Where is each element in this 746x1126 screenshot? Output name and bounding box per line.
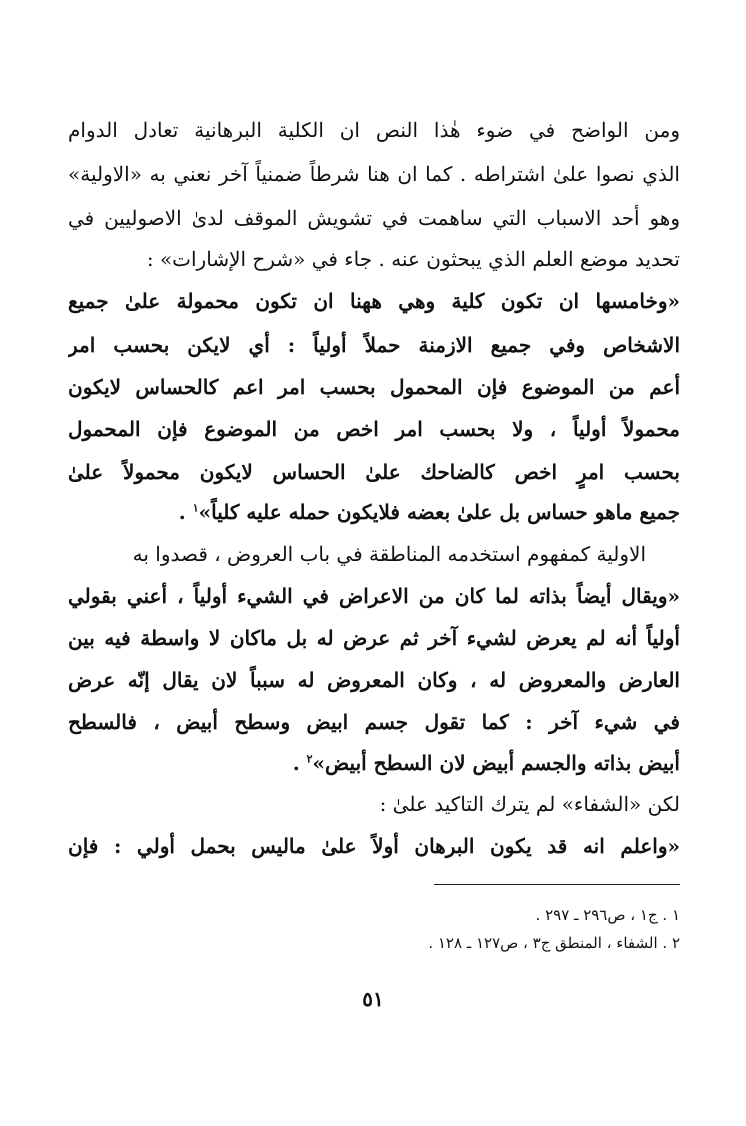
quote1-line-6-end: . [178,500,193,524]
footnote-2: ٢ . الشفاء ، المنطق ج٣ ، ص١٢٧ ـ ١٢٨ . [428,934,680,952]
quote1-line-1: «وخامسها ان تكون كلية وهي ههنا ان تكون محمولة علىٰ جميع [68,289,680,313]
quote2-line-3: العارض والمعروض له ، وكان المعروض له سبباً لان يقال إنّه عرض [68,668,680,692]
page-number: ٥١ [362,987,384,1011]
quote2-line-5 [68,745,680,781]
quote2-line-2: أولياً أنه لم يعرض لشيء آخر ثم عرض له بل ماكان لا واسطة فيه بين [68,626,680,650]
body-line-2: الذي نصوا علىٰ اشتراطه . كما ان هنا شرطاً ضمنياً آخر نعني به «الاولية» [68,162,680,186]
quote3-line-1: «واعلم انه قد يكون البرهان أولاً علىٰ ماليس بحمل أولي : فإن [68,834,680,858]
footnote-separator [434,884,680,885]
footnote-1: ١ . ج١ ، ص٢٩٦ ـ ٢٩٧ . [535,906,680,924]
body-line-5: الاولية كمفهوم استخدمه المناطقة في باب العروض ، قصدوا به [132,542,646,566]
body-line-6: لكن «الشفاء» لم يترك التاكيد علىٰ : [379,792,680,816]
quote1-line-5: بحسب امرٍ اخص كالضاحك علىٰ الحساس لايكون محمولاً علىٰ [68,460,680,484]
footnote-ref-1: ١ [192,501,199,515]
quote1-line-3: أعم من الموضوع فإن المحمول بحسب امر اعم كالحساس لايكون [68,375,680,399]
footnote-ref-2: ٢ [306,752,313,766]
body-line-3: وهو أحد الاسباب التي ساهمت في تشويش الموقف لدىٰ الاصوليين في [68,206,680,230]
quote2-line-5-text: أبيض بذاته والجسم أبيض لان السطح أبيض» [312,751,680,775]
quote2-line-4: في شيء آخر : كما تقول جسم ابيض وسطح أبيض ، فالسطح [68,710,680,734]
body-line-4: تحديد موضع العلم الذي يبحثون عنه . جاء في «شرح الإشارات» : [146,247,680,271]
quote1-line-2: الاشخاص وفي جميع الازمنة حملاً أولياً : أي لايكن بحسب امر [68,333,680,357]
quote2-line-5-end: . [292,751,307,775]
body-line-1: ومن الواضح في ضوء هٰذا النص ان الكلية البرهانية تعادل الدوام [68,118,680,142]
quote2-line-1: «ويقال أيضاً بذاته لما كان من الاعراض في الشيء أولياً ، أعني بقولي [68,584,680,608]
quote1-line-6-text: جميع ماهو حساس بل علىٰ بعضه فلايكون حمله عليه كلياً» [198,500,680,524]
quote1-line-4: محمولاً أولياً ، ولا بحسب امر اخص من الموضوع فإن المحمول [68,417,680,441]
quote1-line-6 [68,494,680,530]
